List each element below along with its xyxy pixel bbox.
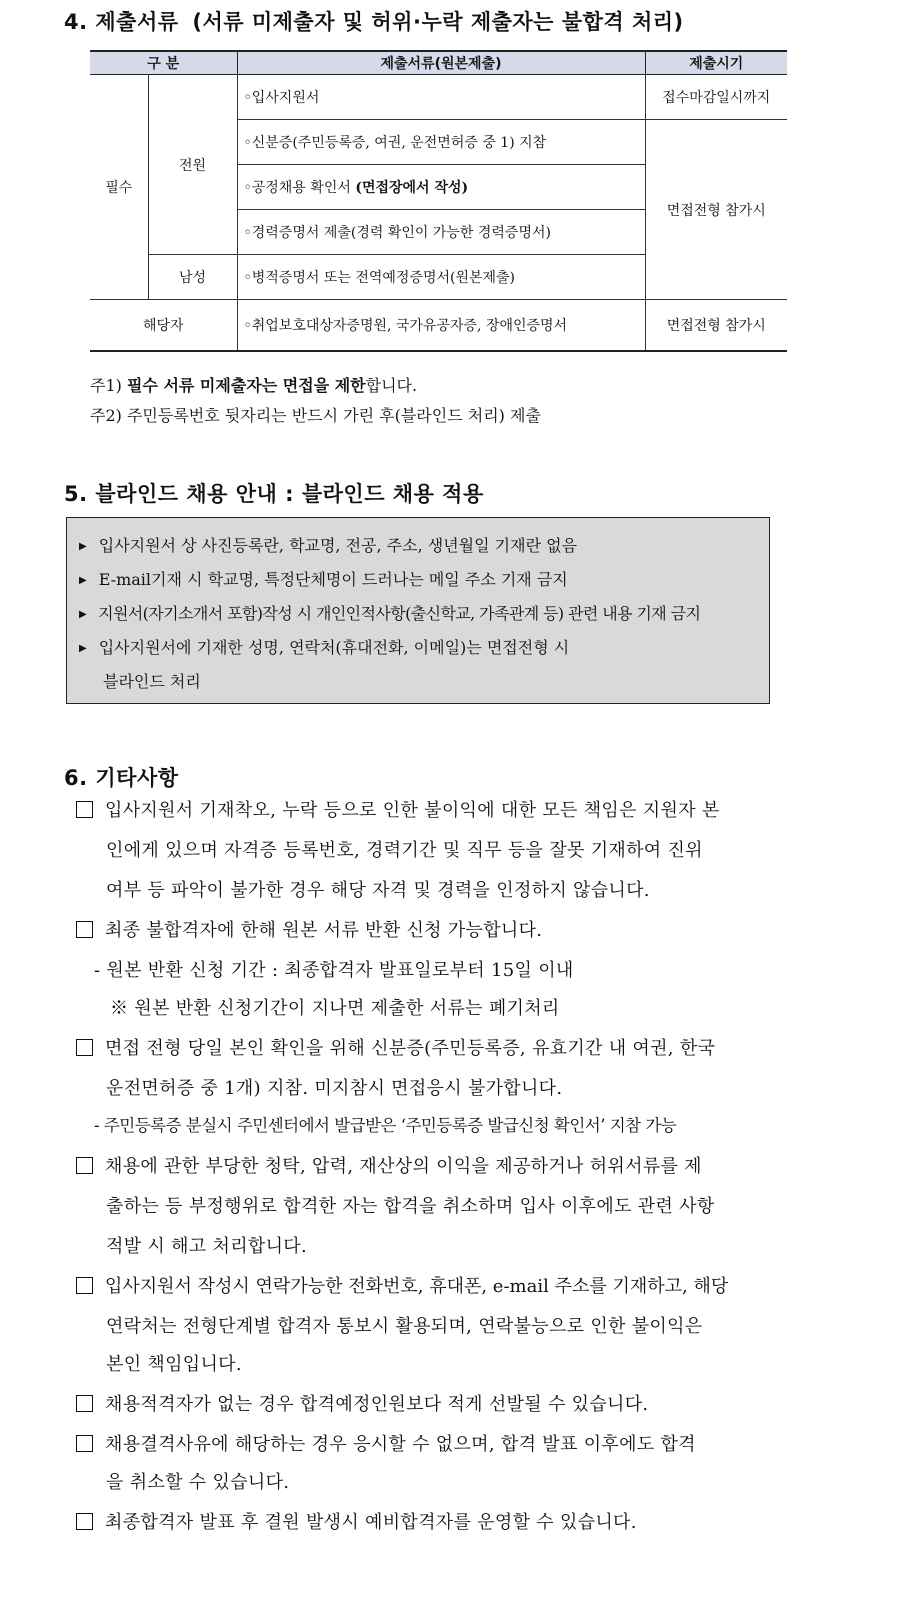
- section6-title: 6. 기타사항: [64, 766, 179, 790]
- list-item-continued: 출하는 등 부정행위로 합격한 자는 합격을 취소하며 입사 이후에도 관련 사항: [106, 1196, 715, 1217]
- doc-career-cert: ◦경력증명서 제출(경력 확인이 가능한 경력증명서): [237, 210, 645, 255]
- list-item: ▶ 입사지원서에 기재한 성명, 연락처(휴대전화, 이메일)는 면접전형 시: [79, 638, 570, 657]
- list-item-continued: 인에게 있으며 자격증 등록번호, 경력기간 및 직무 등을 잘못 기재하여 진위: [106, 840, 703, 861]
- header-documents: 제출서류(원본제출): [237, 51, 645, 75]
- documents-table: [90, 50, 787, 352]
- list-item: 채용적격자가 없는 경우 합격예정인원보다 적게 선발될 수 있습니다.: [76, 1390, 648, 1416]
- doc-military: ◦병적증명서 또는 전역예정증명서(원본제출): [237, 255, 645, 300]
- triangle-bullet-icon: ▶: [79, 575, 87, 586]
- list-item: 면접 전형 당일 본인 확인을 위해 신분증(주민등록증, 유효기간 내 여권, 한국: [76, 1034, 715, 1060]
- remark-item: ※ 원본 반환 신청기간이 지나면 제출한 서류는 폐기처리: [110, 998, 560, 1019]
- list-item: ▶ 지원서(자기소개서 포함)작성 시 개인인적사항(출신학교, 가족관계 등) 관련 내용 기재 금지: [79, 604, 701, 623]
- section5-title: 5. 블라인드 채용 안내 : 블라인드 채용 적용: [64, 482, 484, 506]
- checkbox-bullet-icon: [76, 1039, 93, 1056]
- list-item: 채용에 관한 부당한 청탁, 압력, 재산상의 이익을 제공하거나 허위서류를 제: [76, 1152, 702, 1178]
- header-timing: 제출시기: [645, 51, 787, 75]
- sub-item: - 원본 반환 신청 기간 : 최종합격자 발표일로부터 15일 이내: [94, 960, 574, 981]
- triangle-bullet-icon: ▶: [79, 541, 87, 552]
- note-1: 주1) 필수 서류 미제출자는 면접을 제한합니다.: [90, 376, 418, 395]
- checkbox-bullet-icon: [76, 1513, 93, 1530]
- triangle-bullet-icon: ▶: [79, 643, 87, 654]
- blind-hiring-box: [66, 517, 770, 704]
- checkbox-bullet-icon: [76, 1395, 93, 1412]
- list-item: 입사지원서 기재착오, 누락 등으로 인한 불이익에 대한 모든 책임은 지원자 본: [76, 796, 720, 822]
- list-item: 채용결격사유에 해당하는 경우 응시할 수 없으며, 합격 발표 이후에도 합격: [76, 1430, 696, 1456]
- doc-fair-hiring: ◦공정채용 확인서 (면접장에서 작성): [237, 165, 645, 210]
- checkbox-bullet-icon: [76, 801, 93, 818]
- doc-application: ◦입사지원서: [237, 75, 645, 120]
- checkbox-bullet-icon: [76, 921, 93, 938]
- list-item-continued: 운전면허증 중 1개) 지참. 미지참시 면접응시 불가합니다.: [106, 1078, 563, 1099]
- list-item: 입사지원서 작성시 연락가능한 전화번호, 휴대폰, e-mail 주소를 기재하고, 해당: [76, 1272, 728, 1298]
- sub-item: - 주민등록증 분실시 주민센터에서 발급받은 ‘주민등록증 발급신청 확인서’ 지참 가능: [94, 1116, 677, 1135]
- table-row: [90, 300, 787, 352]
- list-item-continued: 을 취소할 수 있습니다.: [106, 1472, 290, 1493]
- group-male: 남성: [148, 255, 237, 300]
- time-interview: 면접전형 참가시: [645, 120, 787, 300]
- section4-subtitle: (서류 미제출자 및 허위·누락 제출자는 불합격 처리): [192, 10, 684, 34]
- doc-id-card: ◦신분증(주민등록증, 여권, 운전면허증 중 1) 지참: [237, 120, 645, 165]
- list-item: 최종 불합격자에 한해 원본 서류 반환 신청 가능합니다.: [76, 916, 542, 942]
- header-category: 구 분: [90, 51, 237, 75]
- doc-protection: ◦취업보호대상자증명원, 국가유공자증, 장애인증명서: [237, 300, 645, 352]
- group-applicable: 해당자: [90, 300, 237, 352]
- section4-title: 4. 제출서류 (서류 미제출자 및 허위·누락 제출자는 불합격 처리): [64, 10, 684, 34]
- list-item-continued: 적발 시 해고 처리합니다.: [106, 1236, 307, 1257]
- checkbox-bullet-icon: [76, 1277, 93, 1294]
- note-2: 주2) 주민등록번호 뒷자리는 반드시 가린 후(블라인드 처리) 제출: [90, 406, 541, 425]
- time-deadline: 접수마감일시까지: [645, 75, 787, 120]
- table-row: [90, 75, 787, 120]
- checkbox-bullet-icon: [76, 1157, 93, 1174]
- group-required: 필수: [90, 75, 148, 300]
- list-item-continued: 블라인드 처리: [103, 672, 201, 691]
- list-item-continued: 연락처는 전형단계별 합격자 통보시 활용되며, 연락불능으로 인한 불이익은: [106, 1316, 703, 1337]
- triangle-bullet-icon: ▶: [79, 609, 87, 620]
- time-interview-2: 면접전형 참가시: [645, 300, 787, 352]
- checkbox-bullet-icon: [76, 1435, 93, 1452]
- list-item-continued: 본인 책임입니다.: [106, 1354, 242, 1375]
- table-header-row: [90, 51, 787, 75]
- list-item: ▶ E-mail기재 시 학교명, 특정단체명이 드러나는 메일 주소 기재 금지: [79, 570, 568, 589]
- group-all: 전원: [148, 75, 237, 255]
- list-item: ▶ 입사지원서 상 사진등록란, 학교명, 전공, 주소, 생년월일 기재란 없음: [79, 536, 578, 555]
- list-item: 최종합격자 발표 후 결원 발생시 예비합격자를 운영할 수 있습니다.: [76, 1508, 637, 1534]
- list-item-continued: 여부 등 파악이 불가한 경우 해당 자격 및 경력을 인정하지 않습니다.: [106, 880, 650, 901]
